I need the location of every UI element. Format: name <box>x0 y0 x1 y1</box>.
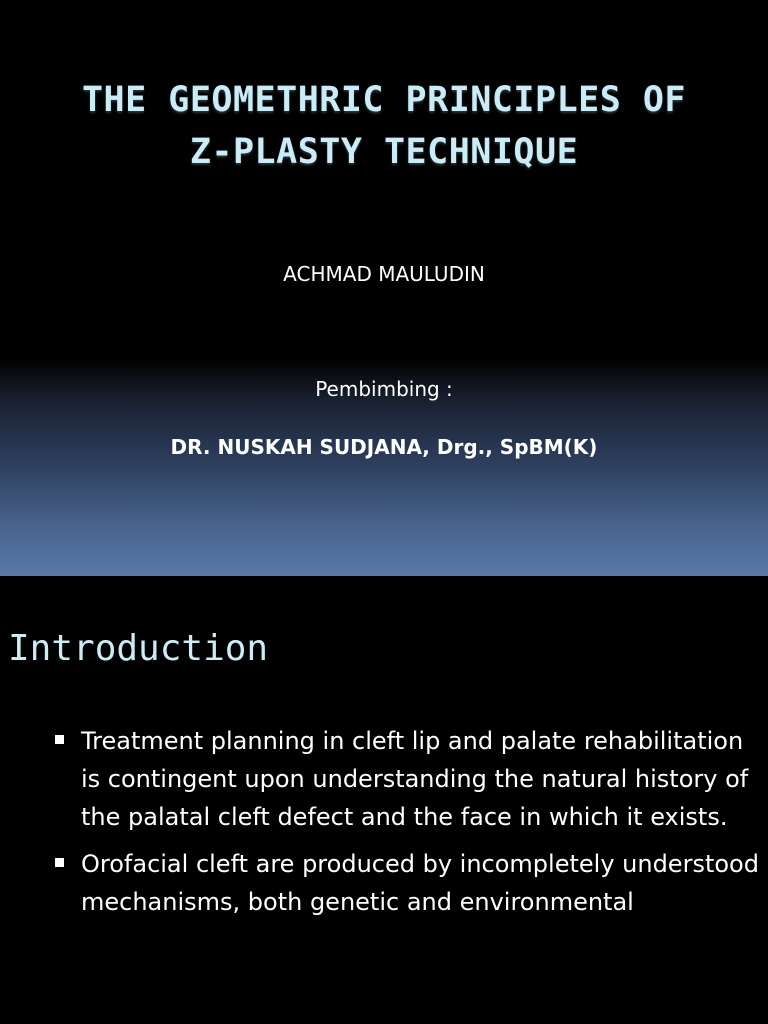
bullet-list <box>0 722 768 930</box>
author-name: ACHMAD MAULUDIN <box>283 262 485 286</box>
advisor-label: Pembimbing : <box>315 377 453 401</box>
bullet-text: Treatment planning in cleft lip and palate rehabilitation is contingent upon understanding the natural history of the palatal cleft defect and the face in which it exists. <box>81 727 749 831</box>
slide-title <box>0 74 768 178</box>
list-item <box>0 845 768 921</box>
introduction-heading: Introduction <box>8 628 269 669</box>
introduction-slide <box>0 576 768 1024</box>
slide-title-line-2: Z-PLASTY TECHNIQUE <box>189 132 579 172</box>
slide-title-line-1: THE GEOMETHRIC PRINCIPLES OF <box>81 80 686 120</box>
bullet-text: Orofacial cleft are produced by incompletely understood mechanisms, both genetic and environmental <box>81 850 759 916</box>
square-bullet-icon <box>55 858 64 867</box>
list-item <box>0 722 768 836</box>
square-bullet-icon <box>55 735 64 744</box>
advisor-name: DR. NUSKAH SUDJANA, Drg., SpBM(K) <box>170 435 598 459</box>
